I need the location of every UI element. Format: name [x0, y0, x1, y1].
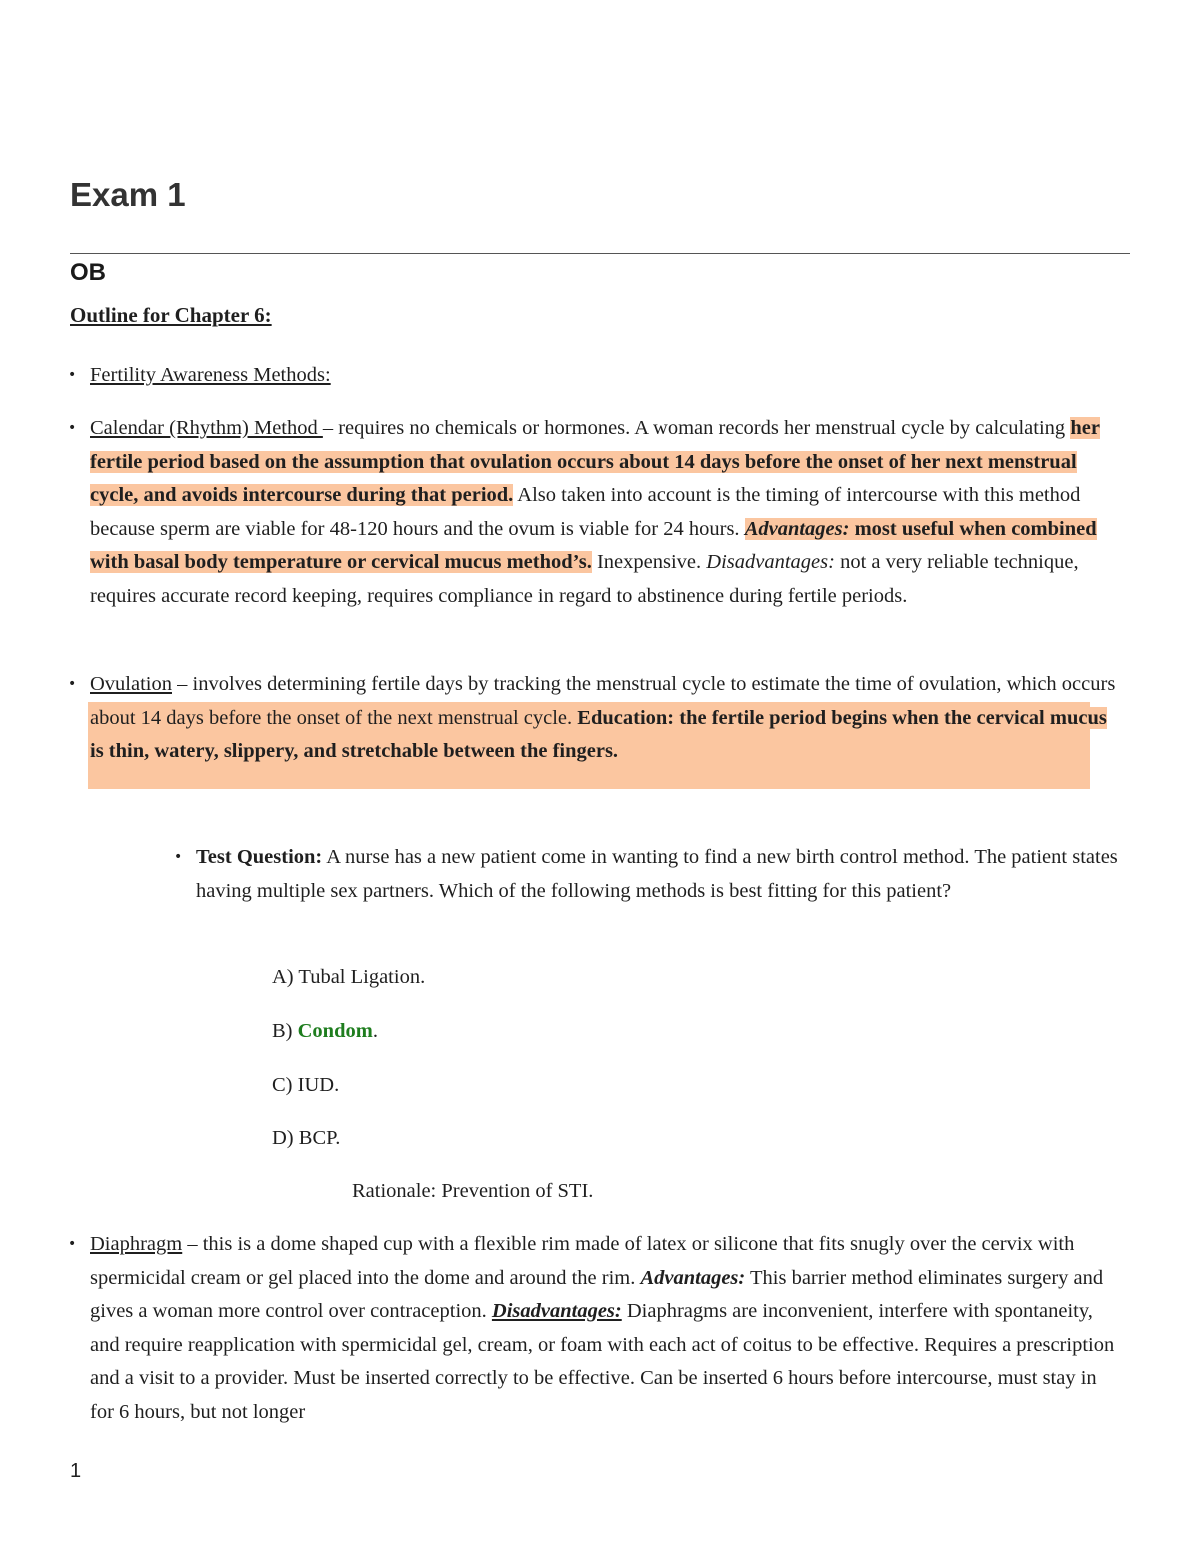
- test-question: [174, 841, 1136, 908]
- ovulation-term: Ovulation: [90, 673, 172, 695]
- page-title: Exam 1: [70, 176, 186, 213]
- diaphragm-term: Diaphragm: [90, 1233, 183, 1255]
- bullet-icon: •: [68, 676, 77, 692]
- answer-option-c: C) IUD.: [272, 1074, 340, 1096]
- calendar-term: Calendar (Rhythm) Method: [90, 417, 323, 439]
- rationale: Rationale: Prevention of STI.: [352, 1180, 594, 1202]
- calendar-text-2: Also taken into account is the timing of intercourse with this method because sperm are viable for 48-120 hours and the ovum is viable for 24 hours.: [90, 484, 1081, 540]
- bullet-icon: •: [68, 420, 77, 436]
- ovulation-highlight: Education: the fertile period begins when the cervical mucus is thin, watery, slippery, and stretchable between the fingers.: [90, 706, 1107, 762]
- answer-option-b: B) Condom.: [272, 1020, 378, 1042]
- bullet-icon: •: [68, 367, 77, 383]
- calendar-disadvantages-label: Disadvantages:: [706, 551, 835, 573]
- test-question-label: Test Question:: [196, 846, 323, 868]
- title-divider: [70, 253, 1130, 254]
- diaphragm-advantages-label: Advantages:: [640, 1266, 746, 1289]
- section-heading: OB: [70, 259, 106, 286]
- page-number: 1: [70, 1460, 82, 1482]
- calendar-text-4: not a very reliable technique, requires accurate record keeping, requires compliance in regard to abstinence during fertile periods.: [90, 551, 1079, 607]
- calendar-highlight-2: most useful when combined with basal body temperature or cervical mucus method’s.: [90, 517, 1097, 573]
- bullet-icon: •: [174, 849, 183, 865]
- calendar-advantages-label: Advantages:: [744, 517, 850, 540]
- diaphragm-text-1: – this is a dome shaped cup with a flexible rim made of latex or silicone that fits snugly over the cervix with spermicidal cream or gel placed into the dome and around the rim.: [90, 1233, 1075, 1289]
- list-item-ovulation: [68, 668, 1125, 769]
- correct-answer: Condom: [297, 1020, 373, 1042]
- list-item-diaphragm: [68, 1228, 1125, 1429]
- answer-option-a: A) Tubal Ligation.: [272, 966, 426, 988]
- ovulation-text: – involves determining fertile days by tracking the menstrual cycle to estimate the time of ovulation, which occurs about 14 days before the onset of the next menstrual cycle.: [90, 673, 1116, 729]
- calendar-text-1: – requires no chemicals or hormones. A woman records her menstrual cycle by calculating: [322, 417, 1071, 439]
- diaphragm-disadvantages-label: Disadvantages:: [491, 1300, 622, 1322]
- list-item-fertility: [68, 359, 1125, 393]
- calendar-highlight-1: her fertile period based on the assumption that ovulation occurs about 14 days before the onset of her next menstrual cycle, and avoids intercourse during that period.: [90, 417, 1100, 506]
- diaphragm-text-3: Diaphragms are inconvenient, interfere with spontaneity, and require reapplication with spermicidal gel, cream, or foam with each act of coitus to be effective. Requires a prescription and a visit to a provider. Must be inserted correctly to be effective. Can be inserted 6 hours before intercourse, must stay in for 6 hours, but not longer: [90, 1300, 1115, 1423]
- outline-heading: Outline for Chapter 6:: [70, 303, 272, 327]
- fertility-label: Fertility Awareness Methods:: [90, 364, 331, 386]
- diaphragm-text-2: This barrier method eliminates surgery and gives a woman more control over contraception.: [90, 1266, 1104, 1322]
- calendar-text-3: Inexpensive.: [591, 551, 707, 573]
- bullet-icon: •: [68, 1236, 77, 1252]
- test-question-text: A nurse has a new patient come in wanting to find a new birth control method. The patient states having multiple sex partners. Which of the following methods is best fitting for this patient?: [196, 846, 1118, 902]
- list-item-calendar: [68, 412, 1125, 613]
- answer-option-d: D) BCP.: [272, 1127, 341, 1149]
